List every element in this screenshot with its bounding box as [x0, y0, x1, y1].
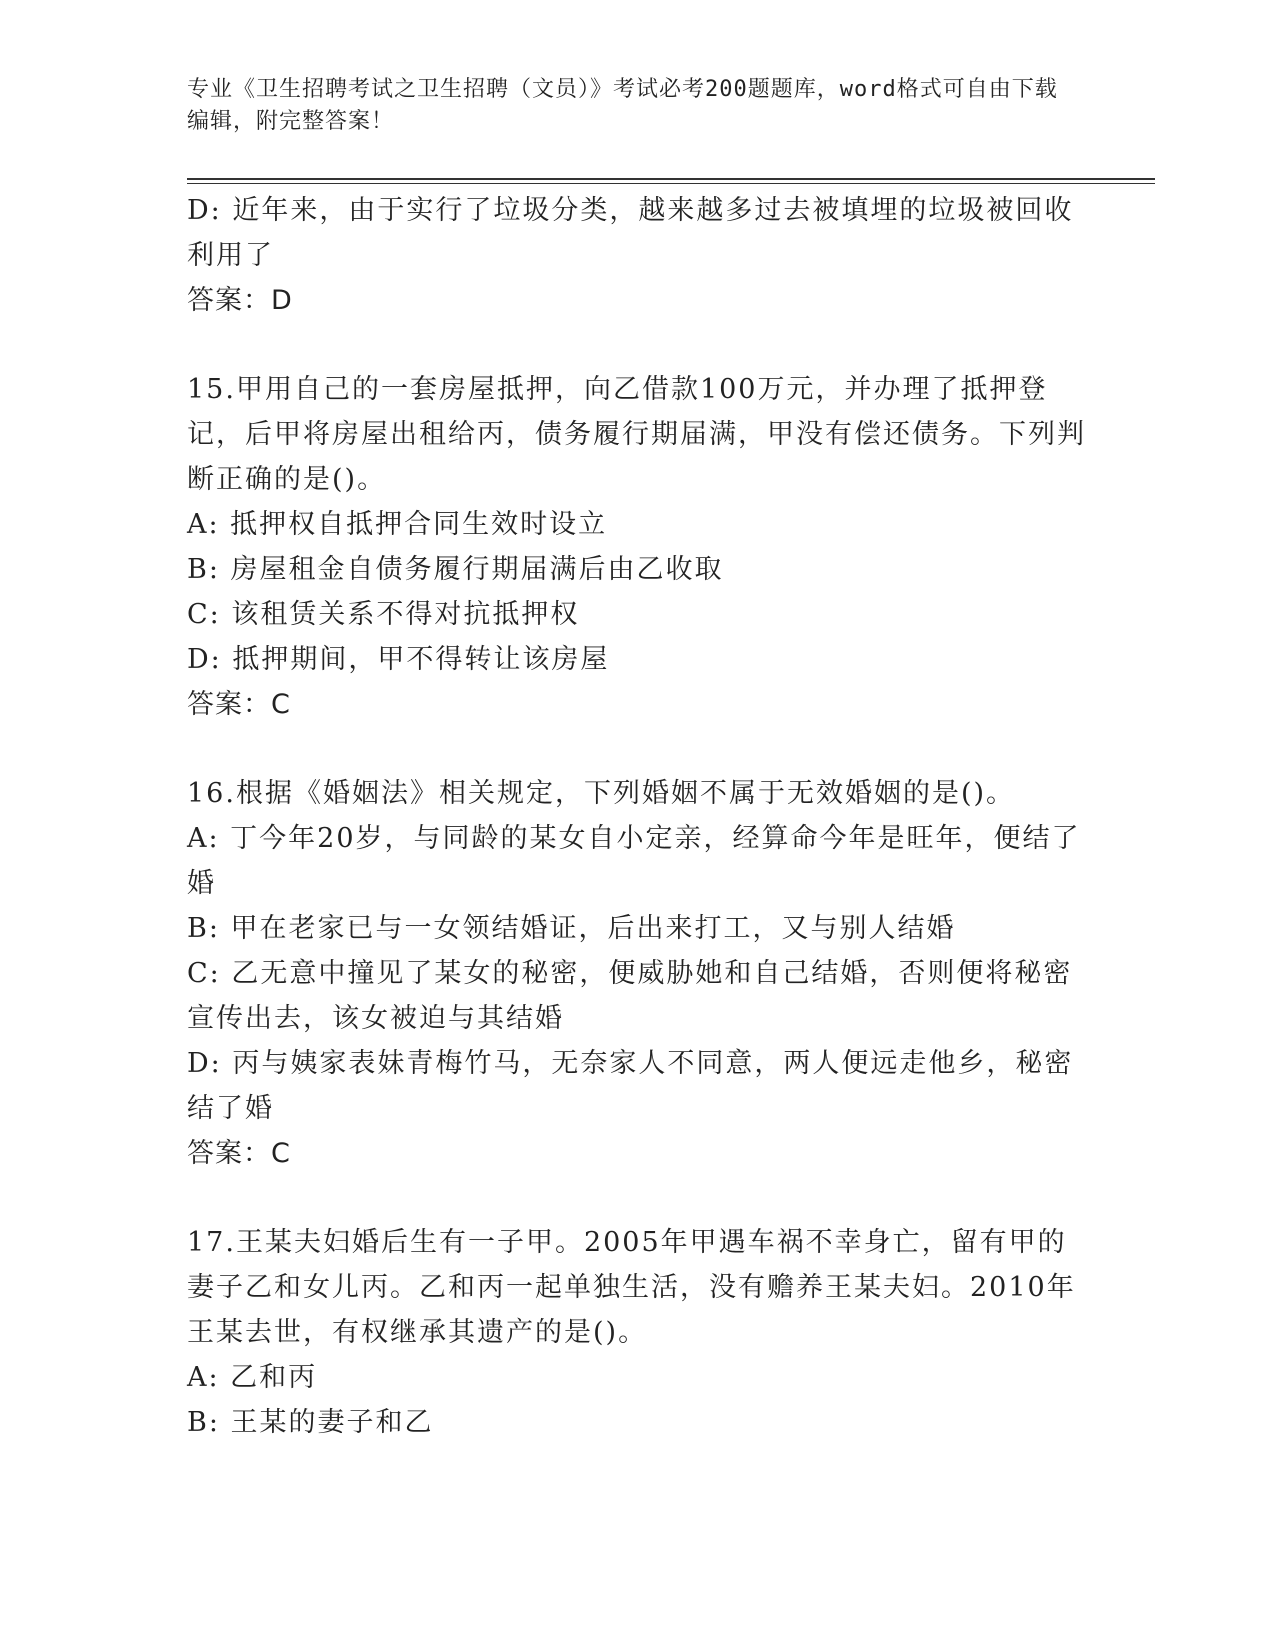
q16-option-b: B: 甲在老家已与一女领结婚证，后出来打工，又与别人结婚: [187, 913, 956, 944]
spacer: [187, 323, 1087, 367]
q15-option-a: A: 抵押权自抵押合同生效时设立: [187, 509, 608, 540]
q16-option-c: C: 乙无意中撞见了某女的秘密，便威胁她和自己结婚，否则便将秘密宣传出去，该女被迫与其结婚: [187, 958, 1073, 1034]
q15-option-b: B: 房屋租金自债务履行期届满后由乙收取: [187, 554, 724, 585]
q16-answer: 答案：C: [187, 1138, 291, 1169]
q14-answer: 答案：D: [187, 285, 293, 316]
q16-option-d: D: 丙与姨家表妹青梅竹马，无奈家人不同意，两人便远走他乡，秘密结了婚: [187, 1048, 1074, 1124]
spacer: [187, 727, 1087, 771]
q17-option-b: B: 王某的妻子和乙: [187, 1407, 434, 1438]
q15-option-d: D: 抵押期间，甲不得转让该房屋: [187, 644, 610, 675]
q15-option-c: C: 该租赁关系不得对抗抵押权: [187, 599, 580, 630]
q16-stem: 16.根据《婚姻法》相关规定，下列婚姻不属于无效婚姻的是()。: [187, 778, 1016, 809]
document-body: [187, 188, 1087, 1445]
header-text: 专业《卫生招聘考试之卫生招聘（文员）》考试必考200题题库，word格式可自由下载编辑，附完整答案！: [187, 77, 1058, 134]
q15-stem: 15.甲用自己的一套房屋抵押，向乙借款100万元，并办理了抵押登记，后甲将房屋出租给丙，债务履行期届满，甲没有偿还债务。下列判断正确的是()。: [187, 374, 1086, 495]
page-header: [187, 74, 1067, 138]
q14-option-d: D: 近年来，由于实行了垃圾分类，越来越多过去被填埋的垃圾被回收利用了: [187, 195, 1074, 271]
q17-stem: 17.王某夫妇婚后生有一子甲。2005年甲遇车祸不幸身亡，留有甲的妻子乙和女儿丙。乙和丙一起单独生活，没有赡养王某夫妇。2010年王某去世，有权继承其遗产的是()。: [187, 1227, 1076, 1348]
header-divider: [187, 178, 1155, 180]
spacer: [187, 1176, 1087, 1220]
q17-option-a: A: 乙和丙: [187, 1362, 318, 1393]
q16-option-a: A: 丁今年20岁，与同龄的某女自小定亲，经算命今年是旺年，便结了婚: [187, 823, 1081, 899]
header-divider-thin: [187, 183, 1155, 184]
q15-answer: 答案：C: [187, 689, 291, 720]
